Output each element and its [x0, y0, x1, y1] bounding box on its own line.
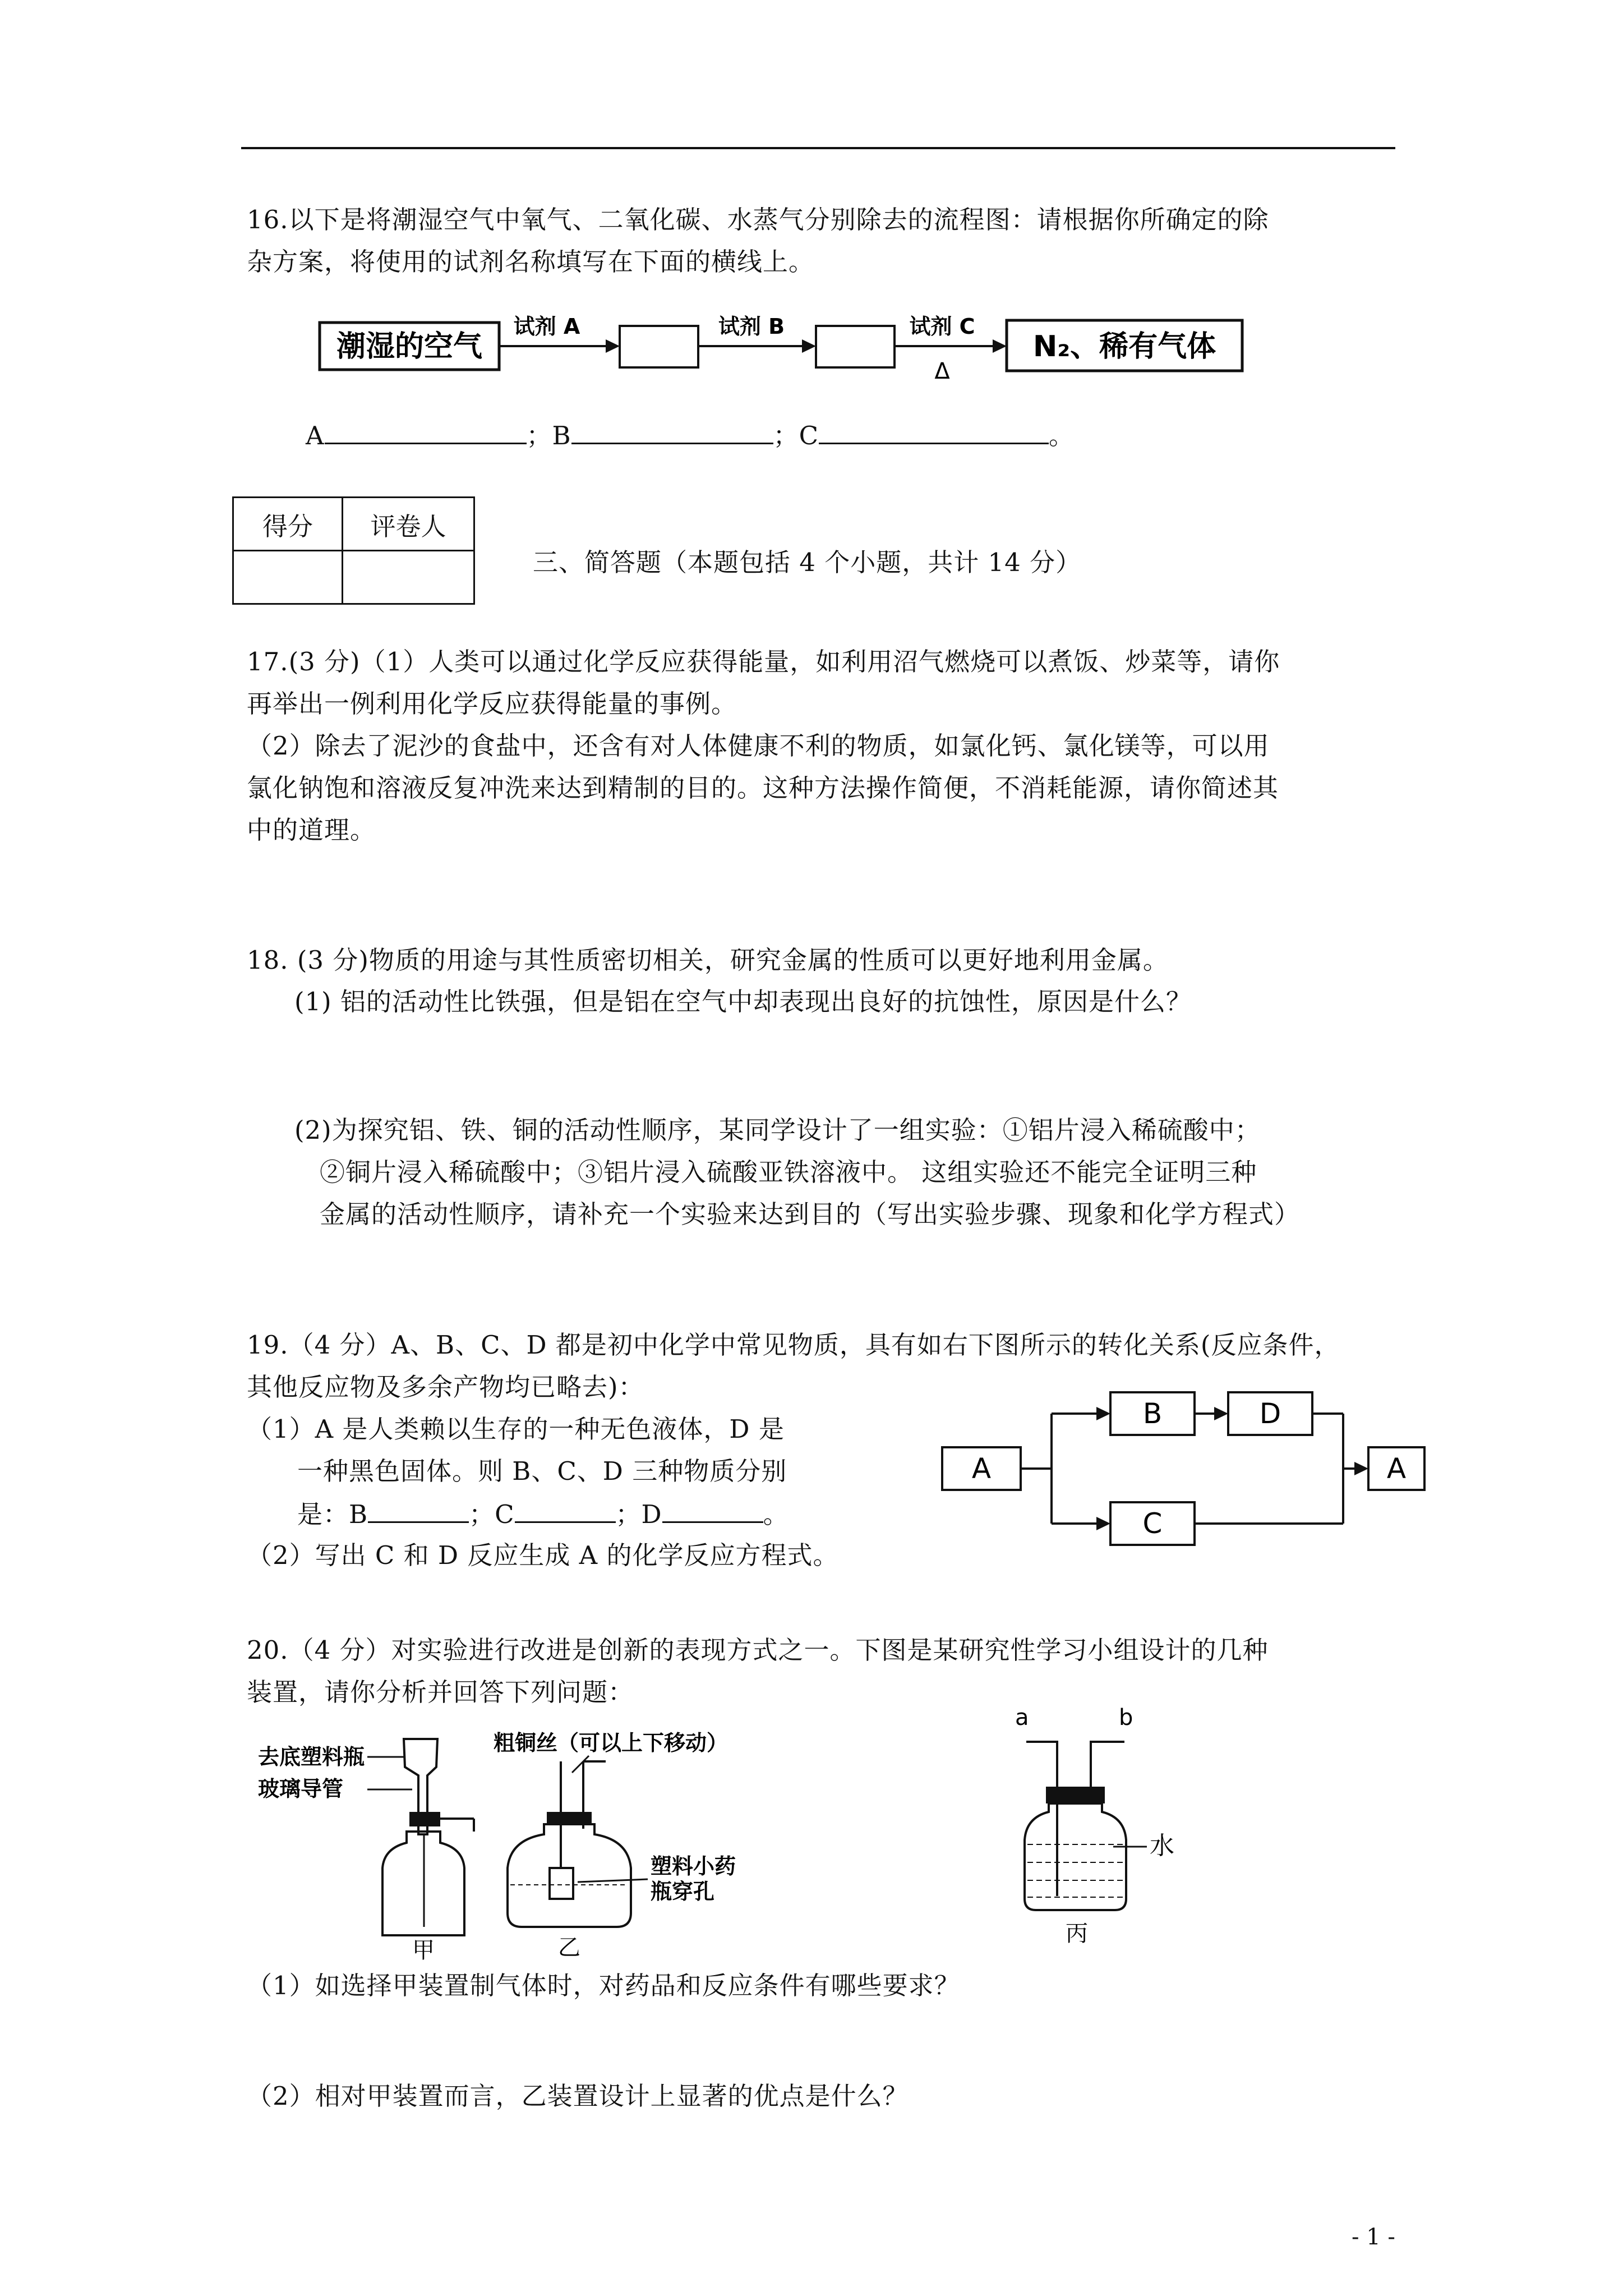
flow-box-2 — [816, 326, 895, 367]
flow-end-text: N₂、稀有气体 — [1032, 330, 1216, 364]
node-d-label: D — [1259, 1397, 1281, 1430]
jia-label-bottle: 去底塑料瓶 — [258, 1745, 365, 1769]
flow-reagent-a: 试剂 A — [513, 314, 580, 339]
q20-line1: 20.（4 分）对实验进行改进是创新的表现方式之一。下图是某研究性学习小组设计的几种 — [247, 1635, 1269, 1665]
page-number: - 1 - — [1352, 2224, 1395, 2250]
answer-b-substance-blank[interactable] — [368, 1497, 469, 1523]
yi-name: 乙 — [558, 1935, 580, 1961]
answer-a-label: A — [306, 421, 325, 450]
flow-start-box — [320, 323, 499, 370]
answer-b-blank[interactable] — [571, 418, 773, 444]
q18-line4: ②铜片浸入稀硫酸中；③铝片浸入硫酸亚铁溶液中。 这组实验还不能完全证明三种 — [320, 1157, 1257, 1187]
flow-heat-symbol: Δ — [934, 358, 950, 384]
bing-port-b: b — [1119, 1705, 1133, 1731]
q18-line1: 18. (3 分)物质的用途与其性质密切相关，研究金属的性质可以更好地利用金属。 — [247, 945, 1169, 975]
q17-line5: 中的道理。 — [247, 815, 376, 845]
yi-label-bottle1: 塑料小药 — [651, 1854, 736, 1879]
bing-water-label: 水 — [1150, 1832, 1174, 1860]
answer-c-substance-blank[interactable] — [515, 1497, 616, 1523]
flow-start-text: 潮湿的空气 — [336, 330, 483, 364]
bing-name: 丙 — [1066, 1921, 1088, 1947]
apparatus-jia-yi — [247, 1728, 875, 1963]
header-rule — [241, 147, 1395, 149]
grader-cell[interactable] — [343, 551, 474, 604]
q19-line1: 19.（4 分）A、B、C、D 都是初中化学中常见物质，具有如右下图所示的转化关系(反应条件， — [247, 1330, 1340, 1360]
grader-header: 评卷人 — [343, 498, 474, 551]
answer-c-label: ；C — [773, 421, 819, 450]
q20-line2: 装置，请你分析并回答下列问题： — [247, 1677, 634, 1707]
score-cell[interactable] — [233, 551, 343, 604]
q19-line3: （1）A 是人类赖以生存的一种无色液体，D 是 — [247, 1414, 785, 1444]
q16-answer-line: A ；B ；C 。 — [306, 418, 1075, 453]
q20-sub2: （2）相对甲装置而言，乙装置设计上显著的优点是什么？ — [247, 2081, 909, 2111]
q18-line5: 金属的活动性顺序，请补充一个实验来达到目的（写出实验步骤、现象和化学方程式） — [320, 1199, 1301, 1229]
q19-transformation-diagram — [931, 1380, 1436, 1559]
q16-line1: 16.以下是将潮湿空气中氧气、二氧化碳、水蒸气分别除去的流程图：请根据你所确定的除 — [247, 205, 1269, 234]
jia-label-tube: 玻璃导管 — [258, 1777, 344, 1801]
answer-c-blank[interactable] — [819, 418, 1049, 444]
yi-label-bottle2: 瓶穿孔 — [651, 1879, 715, 1904]
q19-line5: 是：B ；C ；D 。 — [297, 1497, 789, 1531]
flow-reagent-c: 试剂 C — [909, 314, 975, 339]
answer-a-blank[interactable] — [325, 418, 527, 444]
flow-box-1 — [620, 326, 698, 367]
jia-name: 甲 — [412, 1938, 435, 1963]
bing-port-a: a — [1015, 1705, 1029, 1731]
node-b-label: B — [1142, 1397, 1163, 1430]
q18-line3: (2)为探究铝、铁、铜的活动性顺序，某同学设计了一组实验：①铝片浸入稀硫酸中； — [294, 1115, 1261, 1145]
apparatus-jia — [258, 1739, 474, 1963]
apparatus-yi — [494, 1731, 736, 1961]
answer-b-label: ；B — [526, 421, 571, 450]
node-c-label: C — [1142, 1507, 1163, 1540]
q16-flowchart — [314, 306, 1256, 395]
node-a-right-label: A — [1386, 1452, 1407, 1485]
q19-line6: （2）写出 C 和 D 反应生成 A 的化学反应方程式。 — [247, 1540, 839, 1570]
q19-line4: 一种黑色固体。则 B、C、D 三种物质分别 — [297, 1456, 787, 1486]
q16-line2: 杂方案，将使用的试剂名称填写在下面的横线上。 — [247, 247, 815, 277]
apparatus-bing — [993, 1700, 1217, 1947]
score-header: 得分 — [233, 498, 343, 551]
flow-end-box — [1007, 320, 1242, 371]
q17-line4: 氯化钠饱和溶液反复冲洗来达到精制的目的。这种方法操作简便，不消耗能源，请你简述其 — [247, 773, 1279, 803]
score-table — [232, 496, 475, 605]
yi-label-wire: 粗铜丝（可以上下移动） — [494, 1731, 728, 1755]
section3-title: 三、简答题（本题包括 4 个小题，共计 14 分） — [533, 547, 1082, 577]
q20-sub1: （1）如选择甲装置制气体时，对药品和反应条件有哪些要求？ — [247, 1971, 960, 2000]
q17-line3: （2）除去了泥沙的食盐中，还含有对人体健康不利的物质，如氯化钙、氯化镁等，可以用 — [247, 731, 1270, 761]
q17-line1: 17.(3 分)（1）人类可以通过化学反应获得能量，如利用沼气燃烧可以煮饭、炒菜等，请你 — [247, 647, 1280, 677]
node-a-left-label: A — [971, 1452, 992, 1485]
q19-line2: 其他反应物及多余产物均已略去)： — [247, 1372, 644, 1402]
answer-d-substance-blank[interactable] — [662, 1497, 763, 1523]
q17-line2: 再举出一例利用化学反应获得能量的事例。 — [247, 689, 737, 719]
q18-line2: (1) 铝的活动性比铁强，但是铝在空气中却表现出良好的抗蚀性，原因是什么？ — [294, 987, 1192, 1016]
flow-reagent-b: 试剂 B — [718, 314, 785, 339]
